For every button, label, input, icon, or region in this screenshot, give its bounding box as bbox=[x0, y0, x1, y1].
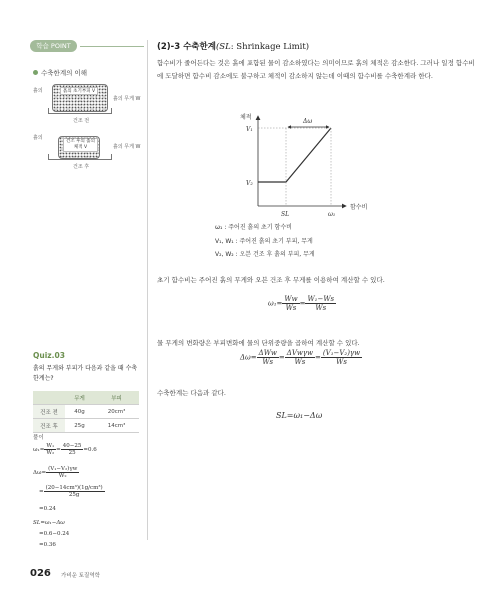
diagram-bottom-caption: 건조 후 bbox=[73, 164, 90, 170]
tag-rule bbox=[80, 46, 144, 47]
y-axis-label: 체적 bbox=[240, 114, 252, 121]
eq1-frac2 bbox=[305, 295, 336, 312]
table-row bbox=[33, 405, 139, 419]
table-cell-volume: 14cm³ bbox=[94, 419, 139, 433]
paragraph-shrinkage-limit: 수축한계는 다음과 같다. bbox=[157, 389, 226, 397]
s2-num2: (20−14cm³)(1g/cm³) bbox=[45, 485, 103, 491]
table-row-label: 건조 후 bbox=[33, 419, 65, 433]
s3-line3: =0.36 bbox=[39, 542, 56, 548]
quiz-col-volume: 부피 bbox=[94, 391, 139, 405]
s1-den: W₂ bbox=[46, 450, 55, 456]
eq2-num3: (V₁−V₂)γw bbox=[322, 349, 361, 357]
eq2-equals2: = bbox=[315, 353, 321, 362]
s2-eq: = bbox=[39, 489, 44, 495]
eq2-num2: ΔVwγw bbox=[286, 349, 314, 357]
diagram-bottom-left-label: 흙의 bbox=[33, 135, 43, 141]
s2-den: W₂ bbox=[58, 473, 67, 479]
quiz-label: Quiz.03 bbox=[33, 351, 65, 360]
section-title bbox=[157, 40, 309, 52]
legend-item-2: V₁, W₁ : 주어진 흙의 초기 부피, 무게 bbox=[215, 238, 313, 245]
eq2-frac2 bbox=[285, 349, 315, 366]
paragraph-water-change: 물 무게의 변화량은 부피변화에 물의 단위중량을 곱하여 계산할 수 있다. bbox=[157, 339, 360, 347]
title-main: (2)-3 수축한계 bbox=[157, 42, 216, 52]
quiz-col-weight: 무게 bbox=[65, 391, 94, 405]
eq2-den3: Ws bbox=[336, 358, 347, 366]
quiz-question: 흙의 무게와 부피가 다음과 같을 때 수축한계는? bbox=[33, 365, 138, 382]
diagram-bottom-inner-line2: 체적 V bbox=[73, 145, 88, 150]
s2-result: =0.24 bbox=[39, 506, 56, 512]
s1-rhs: =0.6 bbox=[83, 447, 97, 453]
table-cell-weight: 25g bbox=[65, 419, 94, 433]
s2-frac2 bbox=[44, 485, 105, 498]
diagram-bottom-right-label: 흙의 무게 W bbox=[113, 144, 141, 150]
sidebar-heading-text: 수축한계의 이해 bbox=[41, 69, 88, 77]
quiz-table-corner bbox=[33, 391, 65, 405]
shrinkage-graph bbox=[226, 110, 386, 222]
s1-num2: 40−25 bbox=[62, 443, 82, 449]
s1-mid: = bbox=[56, 447, 61, 453]
title-english: : Shrinkage Limit) bbox=[230, 42, 310, 52]
container-before bbox=[48, 108, 112, 114]
diagram-bottom-inner-label bbox=[63, 138, 98, 152]
table-row bbox=[33, 419, 139, 433]
diagram-bottom-inner-line1: 건조 후의 흙의 bbox=[66, 139, 95, 144]
diagram-top-inner-label: 흙의 초기부피 V bbox=[60, 87, 98, 95]
quiz-table-header bbox=[33, 391, 139, 405]
eq1-den1: Ws bbox=[285, 304, 297, 312]
v2-label: V₂ bbox=[246, 180, 253, 187]
sidebar-heading bbox=[33, 68, 87, 77]
sl-label: SL bbox=[281, 211, 290, 218]
eq2-num1: ΔWw bbox=[258, 349, 277, 357]
table-cell-volume: 20cm³ bbox=[94, 405, 139, 419]
eq2-equals1: = bbox=[278, 353, 285, 362]
s1-num: W₁ bbox=[46, 443, 55, 449]
x-axis-label: 함수비 bbox=[350, 204, 368, 211]
eq1-lhs: ω₁= bbox=[268, 299, 283, 308]
s1-frac2 bbox=[61, 443, 84, 456]
equation-shrinkage-limit: SL=ω₁−Δω bbox=[276, 411, 323, 420]
solution-label: 풀이 bbox=[33, 435, 44, 441]
eq2-lhs: Δω= bbox=[240, 353, 257, 362]
diagram-top-caption: 건조 전 bbox=[73, 118, 90, 124]
s2-num: (V₁−V₂)γw bbox=[48, 466, 78, 472]
eq2-frac1 bbox=[257, 349, 279, 366]
legend-item-3: V₂, W₂ : 오븐 건조 후 흙의 부피, 무게 bbox=[215, 251, 315, 258]
page-number: 026 bbox=[30, 568, 51, 579]
eq2-frac3 bbox=[321, 349, 362, 366]
table-row-label: 건조 전 bbox=[33, 405, 65, 419]
book-title: 가비운 토질역학 bbox=[61, 573, 100, 579]
sidebar-divider bbox=[147, 40, 148, 540]
title-symbol: (SL bbox=[215, 42, 231, 52]
bullet-icon bbox=[33, 70, 38, 75]
s3-line1: SL=ω₁−Δω bbox=[33, 520, 65, 526]
w1-label: ω₁ bbox=[328, 211, 336, 218]
diagram-top-right-label: 흙의 무게 W bbox=[113, 96, 141, 102]
eq2-den1: Ws bbox=[262, 358, 274, 366]
shrinkage-curve bbox=[258, 128, 331, 182]
eq1-num1: Ww bbox=[284, 295, 298, 303]
intro-paragraph: 함수비가 줄어든다는 것은 흙에 포함된 물이 감소하였다는 의미이므로 흙의 체적은 감소한다. 그러나 일정 함수비에 도달하면 함수비 감소에도 불구하고 체적이 감소하지 않는데 이때의 함수비를 수축한계라 한다. bbox=[157, 59, 475, 80]
delta-label: Δω bbox=[303, 118, 313, 125]
s2-frac bbox=[46, 466, 79, 479]
section-tag: 학습 POINT bbox=[30, 40, 77, 52]
s2-lhs: Δω= bbox=[33, 470, 47, 476]
container-after bbox=[48, 154, 112, 160]
solution-step-1 bbox=[33, 443, 97, 456]
eq1-equals: = bbox=[299, 299, 306, 308]
s1-frac bbox=[44, 443, 56, 456]
eq1-num2: W₁−Ws bbox=[307, 295, 335, 303]
quiz-table bbox=[33, 391, 139, 433]
paragraph-initial-water: 초기 함수비는 주어진 흙의 무게와 오븐 건조 후 무게를 이용하여 계산할 수 있다. bbox=[157, 276, 385, 284]
solution-step-2b bbox=[39, 485, 105, 498]
eq2-den2: Ws bbox=[294, 358, 306, 366]
legend-item-1: ω₁ : 주어진 흙의 초기 함수비 bbox=[215, 224, 292, 231]
s1-den2: 25 bbox=[68, 450, 76, 456]
s3-line2: =0.6−0.24 bbox=[39, 531, 70, 537]
equation-initial-water bbox=[268, 295, 336, 312]
equation-water-change bbox=[240, 349, 362, 366]
v1-label: V₁ bbox=[246, 126, 253, 133]
solution-step-2 bbox=[33, 466, 79, 479]
s2-den2: 25g bbox=[68, 492, 80, 498]
eq1-frac1 bbox=[282, 295, 299, 312]
s1-lhs: ω₁= bbox=[33, 447, 45, 453]
eq1-den2: Ws bbox=[315, 304, 327, 312]
diagram-top-left-label: 흙의 bbox=[33, 88, 43, 94]
table-cell-weight: 40g bbox=[65, 405, 94, 419]
